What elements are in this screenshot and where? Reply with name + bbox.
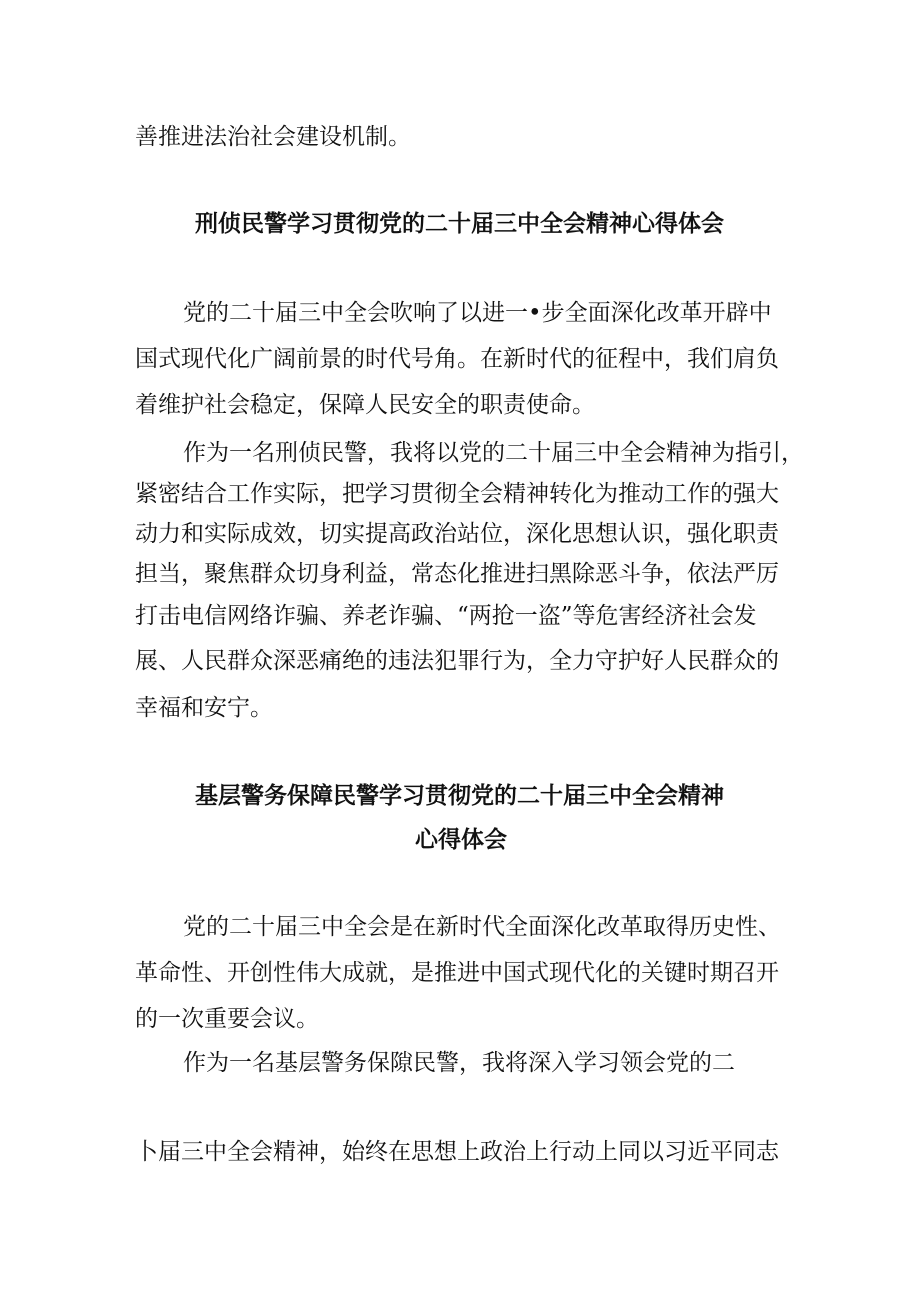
paragraph-line: 革命性、开创性伟大成就，是推进中国式现代化的关键时期召开 (135, 960, 779, 986)
paragraph-line: 卜届三中全会精神，始终在思想上政治上行动上同以习近平同志 (135, 1139, 779, 1165)
section2-title-line2: 心得体会 (415, 827, 507, 853)
paragraph-line: 作为一名刑侦民警，我将以党的二十届三中全会精神为指引， (183, 440, 804, 466)
paragraph-line: 着维护社会稳定，保障人民安全的职责使命。 (135, 392, 595, 418)
paragraph-line: 党的二十届三中全会是在新时代全面深化改革取得历史性、 (183, 914, 781, 940)
section1-title: 刑侦民警学习贯彻党的二十届三中全会精神心得体会 (195, 211, 724, 237)
paragraph-line: 作为一名基层警务保隙民警，我将深入学习领会党的二 (183, 1050, 735, 1076)
paragraph-line: 动力和实际成效，切实提高政治站位，深化思想认识，强化职责 (135, 521, 779, 547)
paragraph-line: 展、人民群众深恶痛绝的违法犯罪行为，全力守护好人民群众的 (135, 648, 779, 674)
paragraph-line: 国式现代化广阔前景的时代号角。在新时代的征程中，我们肩负 (135, 346, 779, 372)
paragraph-line: 紧密结合工作实际，把学习贯彻全会精神转化为推动工作的强大 (135, 481, 779, 507)
paragraph-line: 的一次重要会议。 (135, 1006, 319, 1032)
intro-tail-text: 善推进法治社会建设机制。 (135, 124, 411, 150)
paragraph-line: 打击电信网络诈骗、养老诈骗、“两抢一盗”等危害经济社会发 (135, 603, 757, 629)
paragraph-line: 幸福和安宁。 (135, 695, 273, 721)
section2-title-line1: 基层警务保障民警学习贯彻党的二十届三中全会精神 (195, 783, 724, 809)
paragraph-line: 担当，聚焦群众切身利益，常态化推进扫黑除恶斗争，依法严厉 (135, 561, 779, 587)
paragraph-line: 党的二十届三中全会吹响了以进一•步全面深化改革开辟中 (183, 300, 772, 326)
